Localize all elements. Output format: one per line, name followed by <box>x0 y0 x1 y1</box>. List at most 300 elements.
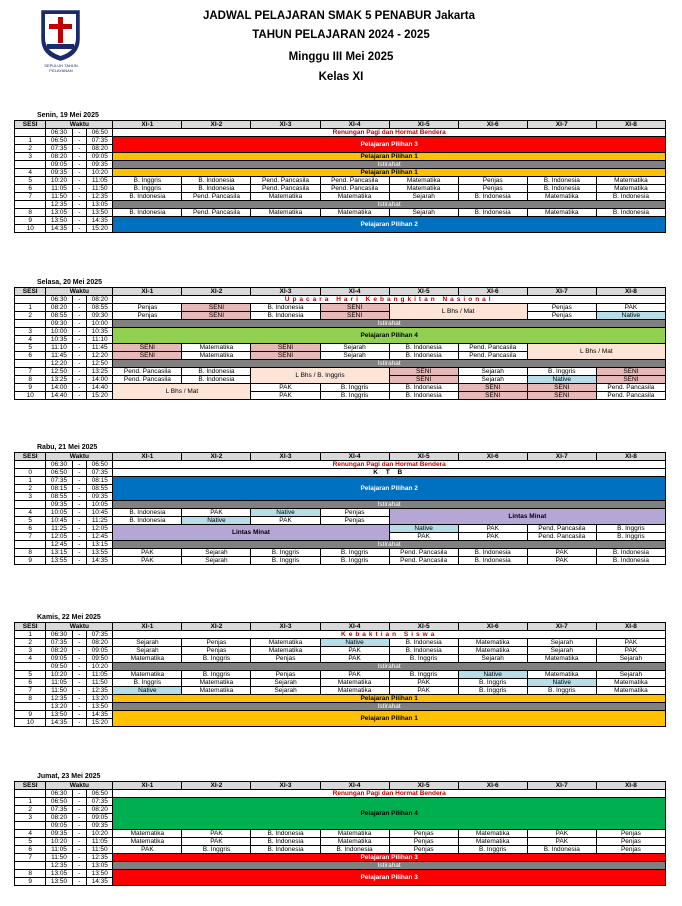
subject-cell: B. Indonesia <box>251 830 320 838</box>
subject-cell: SENI <box>527 392 596 400</box>
session-number: 5 <box>15 344 46 352</box>
subject-cell: Matematika <box>251 209 320 217</box>
session-number: 1 <box>15 798 46 806</box>
session-number: 3 <box>15 153 46 161</box>
subject-cell: Pend. Pancasila <box>389 557 458 565</box>
schedule-table <box>14 781 666 886</box>
session-number: 10 <box>15 719 46 727</box>
time-separator: - <box>72 679 87 687</box>
session-number <box>15 296 46 304</box>
subject-cell: Matematika <box>251 647 320 655</box>
subject-cell: PAK <box>527 557 596 565</box>
time-end: 11:05 <box>87 838 113 846</box>
session-number <box>15 703 46 711</box>
column-header-class: XI-2 <box>182 288 251 296</box>
time-end: 11:10 <box>87 336 113 344</box>
subject-cell: Sejarah <box>320 344 389 352</box>
time-start: 11:25 <box>46 525 72 533</box>
subject-cell: Penjas <box>389 838 458 846</box>
time-start: 13:50 <box>46 217 72 225</box>
table-row <box>15 320 666 328</box>
column-header-class: XI-3 <box>251 782 320 790</box>
page-header <box>0 0 682 96</box>
time-end: 10:05 <box>87 501 113 509</box>
session-number: 8 <box>15 695 46 703</box>
subject-cell: Sejarah <box>389 193 458 201</box>
activity-banner: Istirahat <box>113 360 666 368</box>
time-start: 09:35 <box>46 169 72 177</box>
table-row <box>15 193 666 201</box>
table-row <box>15 137 666 145</box>
table-row <box>15 671 666 679</box>
column-header-class: XI-2 <box>182 453 251 461</box>
time-separator: - <box>72 798 87 806</box>
time-end: 13:55 <box>87 549 113 557</box>
subject-cell: Matematika <box>182 352 251 360</box>
time-end: 13:15 <box>87 541 113 549</box>
column-header-class: XI-3 <box>251 121 320 129</box>
session-number: 2 <box>15 312 46 320</box>
column-header-sesi: SESI <box>15 288 46 296</box>
subject-cell: B. Indonesia <box>182 177 251 185</box>
time-separator: - <box>72 225 87 233</box>
session-number: 1 <box>15 477 46 485</box>
table-row <box>15 525 666 533</box>
time-end: 07:35 <box>87 631 113 639</box>
activity-banner: Pelajaran Pilihan 1 <box>113 695 666 703</box>
subject-cell: Lintas Minat <box>389 509 665 525</box>
column-header-class: XI-5 <box>389 623 458 631</box>
column-header-sesi: SESI <box>15 121 46 129</box>
subject-cell: Sejarah <box>182 549 251 557</box>
subject-cell: Penjas <box>320 509 389 517</box>
subject-cell: Penjas <box>182 647 251 655</box>
table-row <box>15 344 666 352</box>
subject-cell: SENI <box>389 368 458 376</box>
subject-cell: L Bhs / Mat <box>527 344 665 360</box>
session-number: 2 <box>15 145 46 153</box>
time-separator: - <box>72 822 87 830</box>
subject-cell: B. Inggris <box>251 549 320 557</box>
time-start: 07:35 <box>46 806 72 814</box>
subject-cell: PAK <box>320 671 389 679</box>
time-start: 11:10 <box>46 344 72 352</box>
activity-banner: Istirahat <box>113 663 666 671</box>
subject-cell: PAK <box>527 838 596 846</box>
header-row <box>15 623 666 631</box>
time-start: 10:05 <box>46 509 72 517</box>
time-separator: - <box>72 830 87 838</box>
table-row <box>15 687 666 695</box>
time-end: 15:20 <box>87 392 113 400</box>
subject-cell: PAK <box>182 838 251 846</box>
time-separator: - <box>72 517 87 525</box>
time-separator: - <box>72 296 87 304</box>
subject-cell: PAK <box>596 639 665 647</box>
time-start: 14:35 <box>46 719 72 727</box>
time-end: 13:05 <box>87 201 113 209</box>
time-end: 15:20 <box>87 719 113 727</box>
day-name: Rabu, 21 Mei 2025 <box>37 444 98 451</box>
activity-banner: Renungan Pagi dan Hormat Bendera <box>113 129 666 137</box>
time-separator: - <box>72 838 87 846</box>
time-separator: - <box>72 328 87 336</box>
subject-cell: B. Indonesia <box>251 838 320 846</box>
table-row <box>15 846 666 854</box>
schedule-table <box>14 622 666 727</box>
subject-cell: Penjas <box>182 639 251 647</box>
time-separator: - <box>72 509 87 517</box>
subject-cell: B. Indonesia <box>596 209 665 217</box>
time-start: 07:35 <box>46 145 72 153</box>
time-end: 06:50 <box>87 129 113 137</box>
subject-cell: Pend. Pancasila <box>320 185 389 193</box>
subject-cell: SENI <box>458 392 527 400</box>
subject-cell: B. Inggris <box>182 655 251 663</box>
column-header-class: XI-2 <box>182 782 251 790</box>
session-number <box>15 501 46 509</box>
table-row <box>15 469 666 477</box>
session-number <box>15 790 46 798</box>
time-end: 10:20 <box>87 169 113 177</box>
time-separator: - <box>72 549 87 557</box>
subject-cell: Matematika <box>320 838 389 846</box>
subject-cell: Penjas <box>320 517 389 525</box>
time-separator: - <box>72 663 87 671</box>
time-start: 13:15 <box>46 549 72 557</box>
subject-cell: Pend. Pancasila <box>458 344 527 352</box>
session-number: 6 <box>15 846 46 854</box>
subject-cell: B. Indonesia <box>251 846 320 854</box>
session-number: 7 <box>15 687 46 695</box>
activity-banner: Pelajaran Pilihan 1 <box>113 711 666 727</box>
time-start: 12:35 <box>46 695 72 703</box>
subject-cell: B. Inggris <box>113 679 182 687</box>
subject-cell: Native <box>320 639 389 647</box>
time-separator: - <box>72 145 87 153</box>
time-end: 11:05 <box>87 671 113 679</box>
session-number: 3 <box>15 328 46 336</box>
activity-banner: Istirahat <box>113 541 666 549</box>
session-number <box>15 360 46 368</box>
time-separator: - <box>72 870 87 878</box>
time-separator: - <box>72 854 87 862</box>
subject-cell: B. Indonesia <box>527 177 596 185</box>
column-header-class: XI-6 <box>458 453 527 461</box>
subject-cell: Sejarah <box>251 679 320 687</box>
subject-cell: PAK <box>251 517 320 525</box>
table-row <box>15 663 666 671</box>
time-start: 08:55 <box>46 312 72 320</box>
subject-cell: Matematika <box>320 687 389 695</box>
column-header-class: XI-2 <box>182 623 251 631</box>
table-row <box>15 862 666 870</box>
time-separator: - <box>72 790 87 798</box>
subject-cell: B. Inggris <box>320 392 389 400</box>
session-number <box>15 161 46 169</box>
subject-cell: Native <box>389 525 458 533</box>
time-separator: - <box>72 639 87 647</box>
time-separator: - <box>72 655 87 663</box>
subject-cell: Matematika <box>251 193 320 201</box>
time-separator: - <box>72 304 87 312</box>
column-header-waktu: Waktu <box>46 121 113 129</box>
school-year: TAHUN PELAJARAN 2024 - 2025 <box>252 29 430 41</box>
subject-cell: Sejarah <box>458 368 527 376</box>
activity-banner: Pelajaran Pilihan 1 <box>113 169 666 177</box>
session-number: 5 <box>15 517 46 525</box>
subject-cell: B. Indonesia <box>596 557 665 565</box>
column-header-class: XI-6 <box>458 121 527 129</box>
table-row <box>15 129 666 137</box>
time-separator: - <box>72 360 87 368</box>
column-header-class: XI-1 <box>113 782 182 790</box>
table-row <box>15 304 666 312</box>
time-separator: - <box>72 814 87 822</box>
column-header-class: XI-4 <box>320 288 389 296</box>
time-start: 06:50 <box>46 469 72 477</box>
time-start: 13:05 <box>46 209 72 217</box>
table-row <box>15 185 666 193</box>
time-end: 14:35 <box>87 878 113 886</box>
subject-cell: Pend. Pancasila <box>458 352 527 360</box>
subject-cell: L Bhs / Mat <box>113 384 251 400</box>
time-start: 09:50 <box>46 663 72 671</box>
session-number: 8 <box>15 549 46 557</box>
column-header-class: XI-3 <box>251 623 320 631</box>
schedule-title: JADWAL PELAJARAN SMAK 5 PENABUR Jakarta <box>202 10 475 22</box>
time-start: 11:50 <box>46 687 72 695</box>
session-number <box>15 822 46 830</box>
column-header-class: XI-4 <box>320 453 389 461</box>
time-end: 11:50 <box>87 846 113 854</box>
subject-cell: SENI <box>182 312 251 320</box>
subject-cell: Matematika <box>182 679 251 687</box>
session-number: 4 <box>15 336 46 344</box>
time-end: 08:20 <box>87 145 113 153</box>
subject-cell: Sejarah <box>458 376 527 384</box>
time-separator: - <box>72 525 87 533</box>
subject-cell: PAK <box>527 549 596 557</box>
activity-banner: Istirahat <box>113 161 666 169</box>
session-number: 0 <box>15 469 46 477</box>
session-number: 6 <box>15 679 46 687</box>
subject-cell: B. Indonesia <box>527 185 596 193</box>
session-number: 8 <box>15 870 46 878</box>
subject-cell: Sejarah <box>182 557 251 565</box>
table-row <box>15 838 666 846</box>
activity-banner: Istirahat <box>113 501 666 509</box>
class-label: Kelas XI <box>318 71 364 83</box>
time-separator: - <box>72 193 87 201</box>
subject-cell: Sejarah <box>251 687 320 695</box>
session-number: 3 <box>15 647 46 655</box>
time-start: 11:50 <box>46 193 72 201</box>
subject-cell: SENI <box>113 352 182 360</box>
time-end: 09:50 <box>87 655 113 663</box>
time-end: 13:50 <box>87 209 113 217</box>
time-start: 10:45 <box>46 517 72 525</box>
time-start: 11:50 <box>46 854 72 862</box>
table-row <box>15 169 666 177</box>
column-header-class: XI-4 <box>320 782 389 790</box>
time-separator: - <box>72 557 87 565</box>
time-start: 12:05 <box>46 533 72 541</box>
time-end: 09:05 <box>87 647 113 655</box>
subject-cell: PAK <box>320 647 389 655</box>
table-row <box>15 209 666 217</box>
session-number: 2 <box>15 485 46 493</box>
subject-cell: B. Indonesia <box>113 193 182 201</box>
time-end: 10:20 <box>87 830 113 838</box>
subject-cell: SENI <box>527 384 596 392</box>
subject-cell: B. Indonesia <box>389 392 458 400</box>
subject-cell: Pend. Pancasila <box>527 525 596 533</box>
time-start: 09:30 <box>46 320 72 328</box>
column-header-class: XI-8 <box>596 121 665 129</box>
time-separator: - <box>72 806 87 814</box>
time-end: 13:25 <box>87 368 113 376</box>
subject-cell: Native <box>596 312 665 320</box>
time-start: 12:20 <box>46 360 72 368</box>
session-number: 6 <box>15 525 46 533</box>
session-number: 5 <box>15 671 46 679</box>
activity-banner: Istirahat <box>113 703 666 711</box>
time-start: 08:20 <box>46 304 72 312</box>
column-header-sesi: SESI <box>15 782 46 790</box>
column-header-class: XI-3 <box>251 453 320 461</box>
time-start: 14:40 <box>46 392 72 400</box>
time-end: 07:35 <box>87 137 113 145</box>
session-number: 4 <box>15 509 46 517</box>
session-number: 2 <box>15 806 46 814</box>
session-number: 7 <box>15 533 46 541</box>
time-end: 14:00 <box>87 376 113 384</box>
table-row <box>15 312 666 320</box>
time-start: 12:45 <box>46 541 72 549</box>
column-header-sesi: SESI <box>15 623 46 631</box>
subject-cell: SENI <box>320 304 389 312</box>
subject-cell: SENI <box>320 312 389 320</box>
session-number: 9 <box>15 557 46 565</box>
table-row <box>15 711 666 719</box>
table-row <box>15 679 666 687</box>
time-separator: - <box>72 477 87 485</box>
subject-cell: B. Inggris <box>320 549 389 557</box>
session-number: 3 <box>15 814 46 822</box>
time-end: 12:35 <box>87 854 113 862</box>
column-header-class: XI-1 <box>113 121 182 129</box>
session-number: 1 <box>15 304 46 312</box>
table-row <box>15 695 666 703</box>
table-row <box>15 647 666 655</box>
subject-cell: Native <box>458 671 527 679</box>
column-header-class: XI-7 <box>527 121 596 129</box>
column-header-waktu: Waktu <box>46 288 113 296</box>
subject-cell: B. Inggris <box>527 368 596 376</box>
subject-cell: B. Indonesia <box>596 549 665 557</box>
time-separator: - <box>72 703 87 711</box>
subject-cell: B. Inggris <box>596 533 665 541</box>
day-name: Selasa, 20 Mei 2025 <box>37 279 102 286</box>
subject-cell: PAK <box>113 557 182 565</box>
subject-cell: PAK <box>251 384 320 392</box>
subject-cell: B. Indonesia <box>458 557 527 565</box>
subject-cell: PAK <box>527 830 596 838</box>
time-end: 07:35 <box>87 798 113 806</box>
table-row <box>15 201 666 209</box>
subject-cell: B. Indonesia <box>251 304 320 312</box>
time-start: 06:30 <box>46 129 72 137</box>
time-end: 08:20 <box>87 296 113 304</box>
activity-banner: Pelajaran Pilihan 3 <box>113 854 666 862</box>
time-end: 08:55 <box>87 485 113 493</box>
time-separator: - <box>72 217 87 225</box>
session-number: 7 <box>15 854 46 862</box>
subject-cell: B. Indonesia <box>113 517 182 525</box>
subject-cell: PAK <box>251 392 320 400</box>
session-number: 7 <box>15 368 46 376</box>
subject-cell: B. Indonesia <box>182 368 251 376</box>
column-header-class: XI-8 <box>596 288 665 296</box>
subject-cell: Native <box>527 679 596 687</box>
subject-cell: PAK <box>389 687 458 695</box>
table-row <box>15 477 666 485</box>
session-number: 9 <box>15 217 46 225</box>
table-row <box>15 296 666 304</box>
subject-cell: B. Indonesia <box>389 344 458 352</box>
time-start: 07:35 <box>46 477 72 485</box>
time-start: 09:05 <box>46 822 72 830</box>
subject-cell: PAK <box>458 533 527 541</box>
subject-cell: Native <box>182 517 251 525</box>
time-start: 08:20 <box>46 814 72 822</box>
session-number <box>15 129 46 137</box>
time-end: 09:35 <box>87 161 113 169</box>
time-start: 08:20 <box>46 647 72 655</box>
session-number <box>15 541 46 549</box>
subject-cell: SENI <box>251 352 320 360</box>
table-row <box>15 384 666 392</box>
table-row <box>15 461 666 469</box>
session-number: 8 <box>15 376 46 384</box>
subject-cell: B. Inggris <box>389 655 458 663</box>
table-row <box>15 870 666 878</box>
time-end: 14:35 <box>87 711 113 719</box>
day-name: Kamis, 22 Mei 2025 <box>37 614 101 621</box>
subject-cell: Matematika <box>527 209 596 217</box>
subject-cell: SENI <box>458 384 527 392</box>
time-separator: - <box>72 344 87 352</box>
column-header-class: XI-7 <box>527 288 596 296</box>
subject-cell: Pend. Pancasila <box>113 368 182 376</box>
subject-cell: B. Indonesia <box>320 846 389 854</box>
time-separator: - <box>72 711 87 719</box>
table-row <box>15 541 666 549</box>
subject-cell: Matematika <box>182 687 251 695</box>
session-number <box>15 461 46 469</box>
time-start: 09:05 <box>46 161 72 169</box>
session-number: 4 <box>15 655 46 663</box>
time-end: 09:30 <box>87 312 113 320</box>
table-row <box>15 557 666 565</box>
subject-cell: B. Indonesia <box>458 209 527 217</box>
time-end: 14:35 <box>87 557 113 565</box>
subject-cell: Matematika <box>458 639 527 647</box>
column-header-class: XI-6 <box>458 288 527 296</box>
subject-cell: B. Inggris <box>458 846 527 854</box>
subject-cell: Matematika <box>320 830 389 838</box>
